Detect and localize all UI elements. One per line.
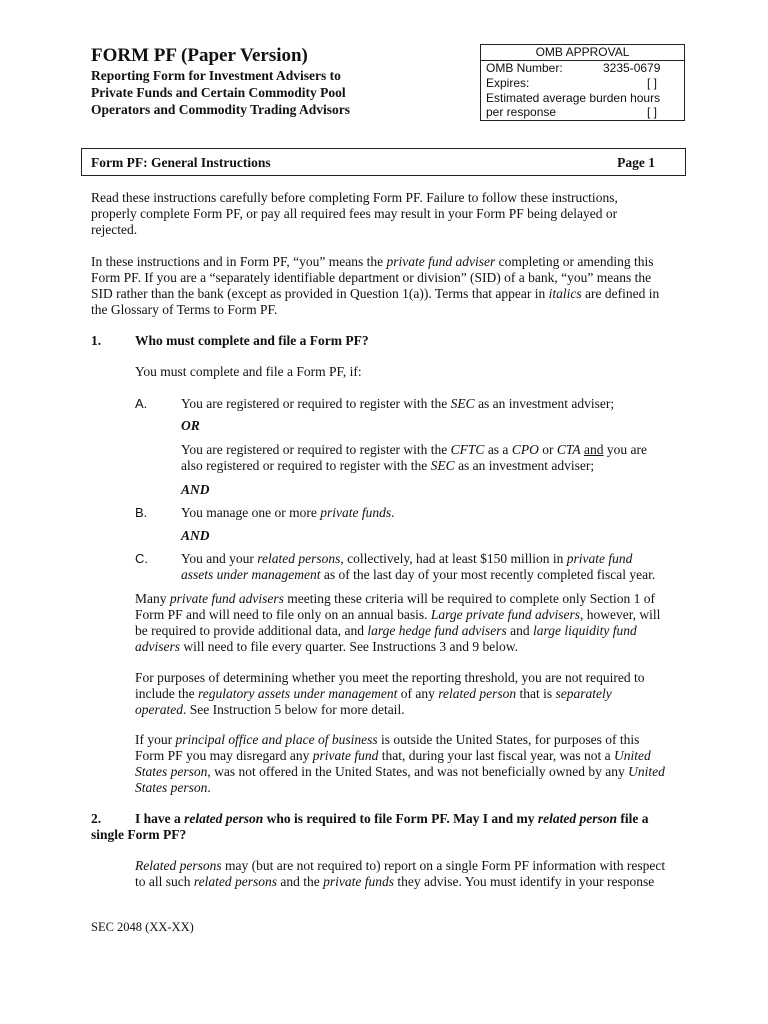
paragraph-principal-office [135, 732, 665, 796]
text-line: SID rather than the bank (except as provided in Question 1(a)). Terms that appear in italics are defined in [91, 286, 660, 301]
omb-number-value: 3235-0679 [603, 61, 661, 75]
subtitle-line: Reporting Form for Investment Advisers to [91, 68, 341, 83]
paragraph-related-persons [135, 858, 665, 890]
text-line: If your principal office and place of business is outside the United States, for purposes of this [135, 732, 640, 747]
intro-paragraph-2 [91, 254, 659, 318]
item-a-alt [181, 442, 647, 474]
text-line: You and your related persons, collectively, had at least $150 million in private fund [181, 551, 633, 566]
form-title: FORM PF (Paper Version) [91, 45, 308, 66]
text-line: States person. [135, 780, 211, 795]
question-2-heading-line-2: single Form PF? [91, 827, 187, 842]
page-number: Page 1 [617, 155, 655, 170]
footer-form-code: SEC 2048 (XX-XX) [91, 920, 194, 934]
omb-approval-box [480, 44, 685, 121]
section-title: Form PF: General Instructions [91, 155, 271, 170]
question-1-lead: You must complete and file a Form PF, if: [135, 364, 362, 379]
omb-burden-label: Estimated average burden hours [486, 91, 661, 105]
item-c-text [181, 551, 655, 583]
text-line: operated. See Instruction 5 below for more detail. [135, 702, 405, 717]
text-line: to all such related persons and the private funds they advise. You must identify in your response [135, 874, 655, 889]
omb-burden-value: [ ] [647, 105, 658, 119]
text-line: be required to provide additional data, and large hedge fund advisers and large liquidity fund [135, 623, 637, 638]
and-connector-1: AND [181, 482, 210, 497]
omb-number-row [486, 61, 676, 76]
text-line: the Glossary of Terms to Form PF. [91, 302, 278, 317]
omb-expires-value: [ ] [647, 76, 658, 90]
text-line: also registered or required to register with the SEC as an investment adviser; [181, 458, 595, 473]
text-line: Read these instructions carefully before completing Form PF. Failure to follow these instructions, [91, 190, 618, 205]
paragraph-many-advisers [135, 591, 660, 655]
text-line: In these instructions and in Form PF, “you” means the private fund adviser completing or amending this [91, 254, 654, 269]
text-line: assets under management as of the last day of your most recently completed fiscal year. [181, 567, 656, 582]
omb-title: OMB APPROVAL [481, 45, 684, 61]
text-line: States person, was not offered in the United States, and was not beneficially owned by any United [135, 764, 665, 779]
text-line: For purposes of determining whether you meet the reporting threshold, you are not required to [135, 670, 645, 685]
subtitle-line: Operators and Commodity Trading Advisors [91, 102, 351, 117]
text-line: Form PF and will need to file only on an annual basis. Large private fund advisers, however, will [135, 607, 661, 622]
omb-number-label: OMB Number: [486, 61, 563, 75]
text-line: Form PF you may disregard any private fund that, during your last fiscal year, was not a United [135, 748, 651, 763]
section-header-bar [81, 148, 686, 176]
omb-expires-label: Expires: [486, 76, 530, 90]
text-line: properly complete Form PF, or pay all required fees may result in your Form PF being delayed or [91, 206, 618, 221]
question-2-number: 2. [91, 811, 102, 826]
intro-paragraph-1 [91, 190, 618, 238]
item-c-label: C. [135, 551, 148, 566]
item-b-label: B. [135, 505, 148, 520]
question-1-heading: Who must complete and file a Form PF? [135, 333, 369, 348]
omb-burden-label-2: per response [486, 105, 557, 119]
paragraph-reporting-threshold [135, 670, 645, 718]
text-line: Many private fund advisers meeting these criteria will be required to complete only Section 1 of [135, 591, 656, 606]
text-line: Related persons may (but are not required to) report on a single Form PF information with respect [135, 858, 666, 873]
omb-burden-row [486, 91, 676, 106]
text-line: include the regulatory assets under management of any related person that is separately [135, 686, 612, 701]
form-subtitle [91, 67, 350, 118]
question-2-heading: I have a related person who is required to file Form PF. May I and my related person file a [135, 811, 649, 826]
and-connector-2: AND [181, 528, 210, 543]
text-line: You are registered or required to register with the CFTC as a CPO or CTA and you are [181, 442, 647, 457]
omb-burden-row-2 [486, 105, 676, 120]
item-a-label: A. [135, 396, 148, 411]
subtitle-line: Private Funds and Certain Commodity Pool [91, 85, 346, 100]
text-line: rejected. [91, 222, 138, 237]
question-1-number: 1. [91, 333, 102, 348]
text-line: advisers will need to file every quarter. See Instructions 3 and 9 below. [135, 639, 519, 654]
or-connector: OR [181, 418, 200, 433]
omb-expires-row [486, 76, 676, 91]
item-b-text: You manage one or more private funds. [181, 505, 395, 520]
text-line: Form PF. If you are a “separately identifiable department or division” (SID) of a bank, “you” means the [91, 270, 652, 285]
item-a-line-1: You are registered or required to register with the SEC as an investment adviser; [181, 396, 615, 411]
